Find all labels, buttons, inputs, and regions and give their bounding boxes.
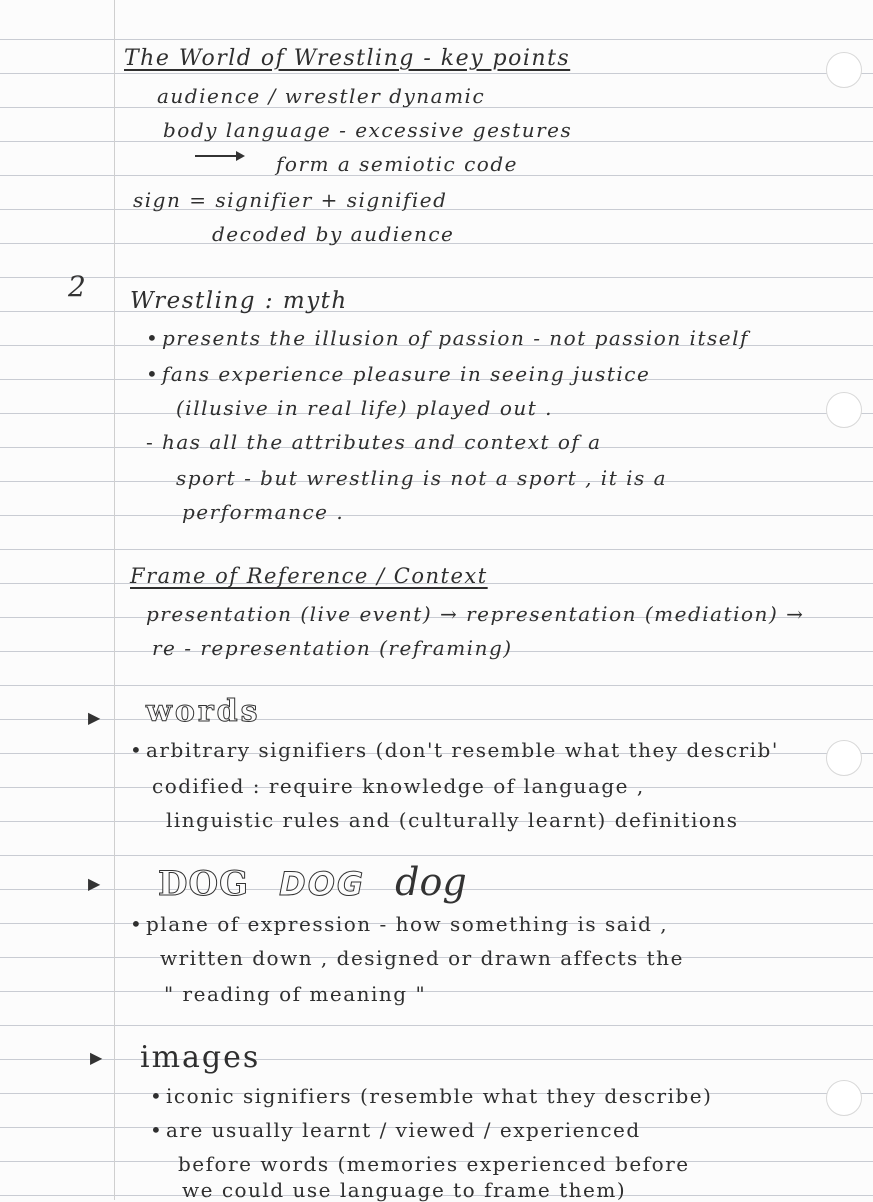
section-number: 2 — [68, 270, 86, 303]
dog-sans-outline: DOG — [279, 865, 366, 903]
right-arrow-icon — [195, 155, 243, 157]
punch-hole — [826, 1080, 862, 1116]
section2-line: performance . — [182, 500, 345, 524]
images-line: before words (memories experienced before — [178, 1152, 690, 1176]
section2-line: sport - but wrestling is not a sport , it is a — [176, 466, 668, 490]
words-line: codified : require knowledge of language , — [152, 774, 645, 798]
words-line: linguistic rules and (culturally learnt) definitions — [166, 808, 739, 832]
dog-variants — [158, 860, 467, 904]
triangle-bullet-icon: ▶ — [88, 874, 101, 893]
section1-line: decoded by audience — [212, 222, 455, 246]
dog-line: • plane of expression - how something is said , — [130, 912, 669, 936]
section2-bullet: • fans experience pleasure in seeing justice — [146, 362, 651, 386]
triangle-bullet-icon: ▶ — [90, 1048, 103, 1067]
triangle-bullet-icon: ▶ — [88, 708, 101, 727]
section3-line: presentation (live event) → representation (mediation) → — [146, 602, 805, 626]
dog-script: dog — [395, 860, 467, 904]
images-line: • iconic signifiers (resemble what they describe) — [150, 1084, 713, 1108]
section3-title: Frame of Reference / Context — [130, 564, 488, 588]
images-line: • are usually learnt / viewed / experienced — [150, 1118, 641, 1142]
words-heading: words — [146, 694, 261, 729]
section1-line: body language - excessive gestures — [163, 118, 573, 142]
section2-bullet: • presents the illusion of passion - not passion itself — [146, 326, 749, 350]
section3-line: re - representation (reframing) — [152, 636, 513, 660]
section1-line: form a semiotic code — [276, 152, 518, 176]
dog-serif-outline: DOG — [158, 864, 250, 904]
section2-line: (illusive in real life) played out . — [176, 396, 554, 420]
images-line: we could use language to frame them) — [182, 1178, 627, 1202]
dog-line: " reading of meaning " — [164, 982, 427, 1006]
margin-line — [114, 0, 115, 1200]
punch-hole — [826, 740, 862, 776]
images-heading: images — [140, 1040, 261, 1075]
section1-line: sign = signifier + signified — [133, 188, 448, 212]
punch-hole — [826, 52, 862, 88]
words-line: • arbitrary signifiers (don't resemble what they describ' — [130, 738, 779, 762]
section2-bullet: - has all the attributes and context of a — [146, 430, 602, 454]
section2-title: Wrestling : myth — [130, 288, 348, 314]
section1-title: The World of Wrestling - key points — [124, 46, 571, 71]
dog-line: written down , designed or drawn affects the — [160, 946, 684, 970]
section1-line: audience / wrestler dynamic — [157, 84, 486, 108]
punch-hole — [826, 392, 862, 428]
